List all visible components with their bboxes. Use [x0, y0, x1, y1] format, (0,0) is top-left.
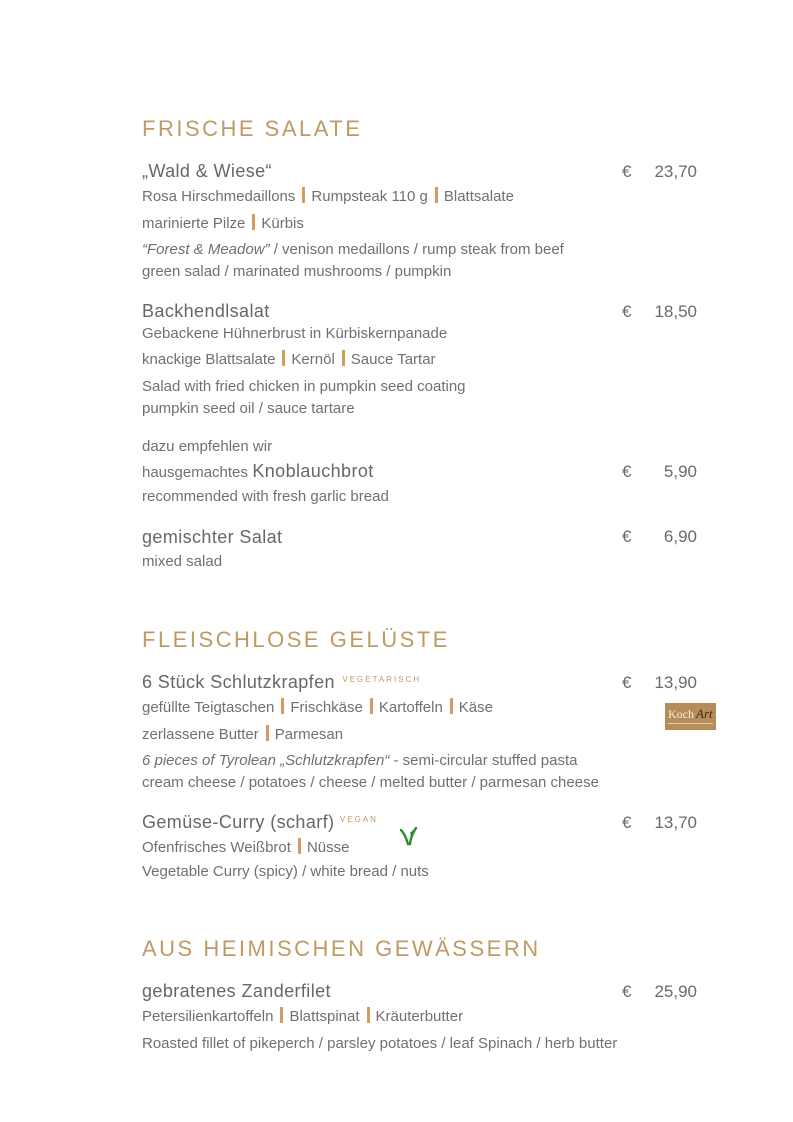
- dish-price-backhendlsalat: 18,50: [654, 302, 697, 321]
- separator-bar: [435, 187, 438, 203]
- dish-description-en: cream cheese / potatoes / cheese / melted butter / parmesan cheese: [142, 774, 599, 791]
- currency-symbol: €: [622, 162, 632, 181]
- currency-symbol: €: [622, 462, 632, 481]
- dish-price-gemuese-curry: 13,70: [654, 813, 697, 832]
- currency-symbol: €: [622, 673, 632, 692]
- dish-description-en: mixed salad: [142, 553, 223, 570]
- dish-description-en: pumpkin seed oil / sauce tartare: [142, 400, 355, 417]
- kochart-logo: Koch Art: [665, 703, 716, 730]
- currency-symbol: €: [622, 527, 632, 546]
- dish-description-de: zerlassene Butter Parmesan: [142, 726, 344, 743]
- dish-description-de: Ofenfrisches Weißbrot Nüsse: [142, 839, 350, 856]
- dish-description-en: Vegetable Curry (spicy) / white bread / nuts: [142, 863, 429, 880]
- dish-description-en: Roasted fillet of pikeperch / parsley potatoes / leaf Spinach / herb butter: [142, 1035, 618, 1052]
- separator-bar: [282, 350, 285, 366]
- separator-bar: [367, 1007, 370, 1023]
- separator-bar: [298, 838, 301, 854]
- diet-tag-vegetarisch: VEGETARISCH: [342, 675, 422, 684]
- dish-name-gemuese-curry: Gemüse-Curry (scharf): [142, 812, 335, 832]
- dish-name-knoblauchbrot: Knoblauchbrot: [252, 461, 374, 481]
- currency-symbol: €: [622, 982, 632, 1001]
- currency-symbol: €: [622, 302, 632, 321]
- dish-description-de: marinierte Pilze Kürbis: [142, 215, 304, 232]
- dish-description-en: recommended with fresh garlic bread: [142, 488, 389, 505]
- dish-price-zanderfilet: 25,90: [654, 982, 697, 1001]
- section-title-fleischlose-gelueste: FLEISCHLOSE GELÜSTE: [142, 627, 450, 652]
- separator-bar: [450, 698, 453, 714]
- diet-tag-vegan: VEGAN: [339, 815, 378, 824]
- separator-bar: [281, 698, 284, 714]
- dish-description-de: Gebackene Hühnerbrust in Kürbiskernpanade: [142, 325, 448, 342]
- separator-bar: [302, 187, 305, 203]
- separator-bar: [252, 214, 255, 230]
- dish-description-en: green salad / marinated mushrooms / pumpkin: [142, 263, 452, 280]
- dish-price-gemischter-salat: 6,90: [663, 527, 697, 546]
- dish-description-de: gefüllte Teigtaschen Frischkäse Kartoffeln Käse: [142, 699, 493, 716]
- dish-description-de: knackige Blattsalate Kernöl Sauce Tartar: [142, 351, 436, 368]
- separator-bar: [266, 725, 269, 741]
- vegan-v-leaf-icon: [399, 825, 419, 847]
- dish-description-en: Salad with fried chicken in pumpkin seed coating: [142, 378, 466, 395]
- section-title-frische-salate: FRISCHE SALATE: [142, 116, 363, 141]
- dish-price-knoblauchbrot: 5,90: [663, 462, 697, 481]
- dish-name-zanderfilet: gebratenes Zanderfilet: [142, 981, 331, 1001]
- dish-prefix: hausgemachtes: [142, 464, 248, 481]
- dish-description-en: “Forest & Meadow” / venison medaillons / rump steak from beef: [142, 241, 564, 258]
- dish-name-wald-wiese: „Wald & Wiese“: [142, 161, 272, 181]
- dish-name-gemuese-curry-line: [142, 812, 378, 833]
- dish-description-de: Rosa Hirschmedaillons Rumpsteak 110 g Blattsalate: [142, 188, 514, 205]
- separator-bar: [280, 1007, 283, 1023]
- dish-name-gemischter-salat: gemischter Salat: [142, 527, 283, 547]
- dish-name-schlutzkrapfen-line: [142, 672, 421, 693]
- dish-price-wald-wiese: 23,70: [654, 162, 697, 181]
- recommendation-intro: dazu empfehlen wir: [142, 438, 273, 455]
- dish-name-backhendlsalat: Backhendlsalat: [142, 301, 270, 321]
- dish-description-de: Petersilienkartoffeln Blattspinat Kräuterbutter: [142, 1008, 464, 1025]
- dish-description-en: 6 pieces of Tyrolean „Schlutzkrapfen“ - semi-circular stuffed pasta: [142, 752, 578, 769]
- separator-bar: [370, 698, 373, 714]
- separator-bar: [342, 350, 345, 366]
- section-title-aus-heimischen-gewaessern: AUS HEIMISCHEN GEWÄSSERN: [142, 936, 541, 961]
- currency-symbol: €: [622, 813, 632, 832]
- dish-name-schlutzkrapfen: 6 Stück Schlutzkrapfen: [142, 672, 335, 692]
- dish-price-schlutzkrapfen: 13,90: [654, 673, 697, 692]
- dish-name-knoblauchbrot-line: [142, 461, 374, 482]
